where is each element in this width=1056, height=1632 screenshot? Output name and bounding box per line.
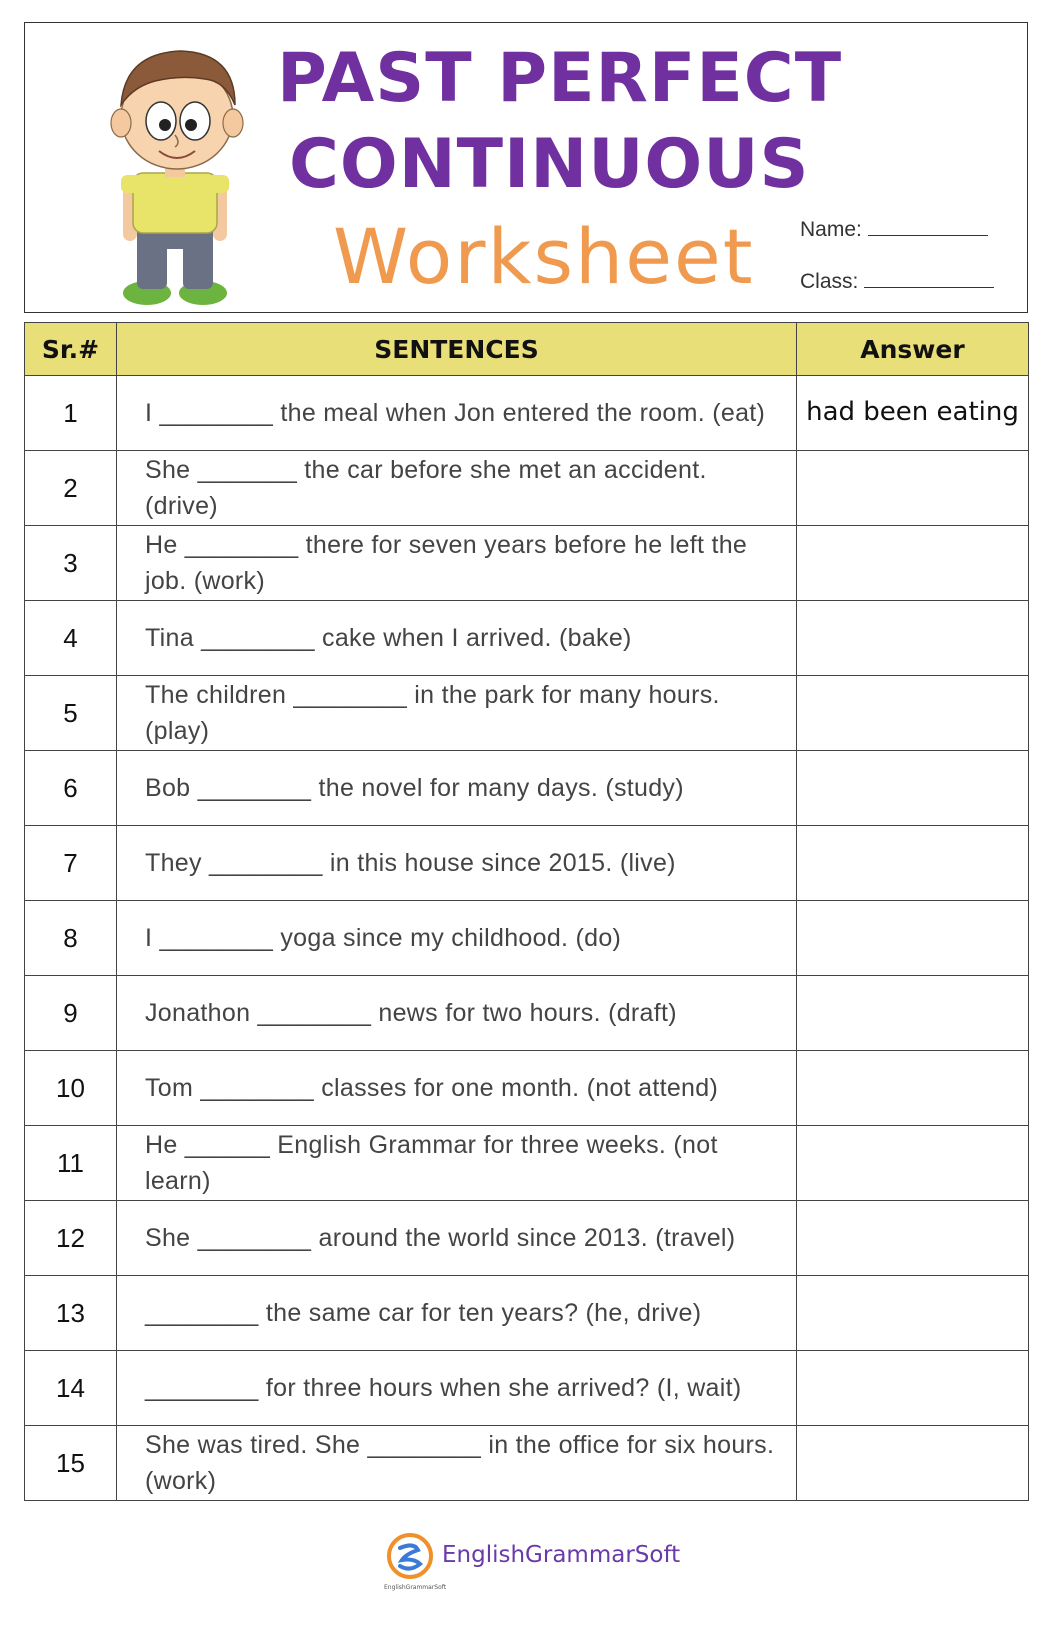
table-row xyxy=(25,1126,1029,1201)
footer-brand xyxy=(384,1532,684,1592)
table-row xyxy=(25,451,1029,526)
row-number: 3 xyxy=(25,526,117,601)
row-number: 4 xyxy=(25,601,117,676)
table-row xyxy=(25,676,1029,751)
row-sentence: They ________ in this house since 2015. (live) xyxy=(117,826,797,901)
exercise-table xyxy=(24,322,1029,1501)
row-sentence: Bob ________ the novel for many days. (study) xyxy=(117,751,797,826)
row-sentence: The children ________ in the park for many hours. (play) xyxy=(117,676,797,751)
column-header-answer: Answer xyxy=(797,323,1029,376)
name-field[interactable] xyxy=(800,218,988,242)
row-number: 10 xyxy=(25,1051,117,1126)
class-label: Class: xyxy=(800,270,859,293)
worksheet-header xyxy=(24,22,1028,313)
brand-name: EnglishGrammarSoft xyxy=(442,1542,681,1568)
table-row xyxy=(25,976,1029,1051)
row-number: 1 xyxy=(25,376,117,451)
row-answer-cell[interactable] xyxy=(797,676,1029,751)
row-number: 9 xyxy=(25,976,117,1051)
row-answer-cell[interactable] xyxy=(797,1051,1029,1126)
row-sentence: Tina ________ cake when I arrived. (bake) xyxy=(117,601,797,676)
row-number: 12 xyxy=(25,1201,117,1276)
row-answer-cell[interactable]: had been eating xyxy=(797,376,1029,451)
table-row xyxy=(25,1426,1029,1501)
row-sentence: She ________ around the world since 2013. (travel) xyxy=(117,1201,797,1276)
table-row xyxy=(25,751,1029,826)
class-blank-line[interactable] xyxy=(864,273,994,288)
row-number: 13 xyxy=(25,1276,117,1351)
row-answer-cell[interactable] xyxy=(797,601,1029,676)
row-answer-cell[interactable] xyxy=(797,1126,1029,1201)
name-blank-line[interactable] xyxy=(868,221,988,236)
row-number: 5 xyxy=(25,676,117,751)
row-sentence: Jonathon ________ news for two hours. (draft) xyxy=(117,976,797,1051)
name-label: Name: xyxy=(800,218,862,241)
worksheet-subtitle: Worksheet xyxy=(333,212,755,301)
row-answer-cell[interactable] xyxy=(797,1276,1029,1351)
table-row xyxy=(25,1051,1029,1126)
row-number: 6 xyxy=(25,751,117,826)
column-header-sentences: SENTENCES xyxy=(117,323,797,376)
row-sentence: Tom ________ classes for one month. (not attend) xyxy=(117,1051,797,1126)
row-number: 11 xyxy=(25,1126,117,1201)
row-number: 2 xyxy=(25,451,117,526)
row-sentence: I ________ yoga since my childhood. (do) xyxy=(117,901,797,976)
row-sentence: She _______ the car before she met an accident. (drive) xyxy=(117,451,797,526)
class-field[interactable] xyxy=(800,270,994,294)
row-answer-cell[interactable] xyxy=(797,1351,1029,1426)
row-answer-cell[interactable] xyxy=(797,976,1029,1051)
row-answer-cell[interactable] xyxy=(797,901,1029,976)
row-number: 8 xyxy=(25,901,117,976)
row-number: 7 xyxy=(25,826,117,901)
row-sentence: ________ the same car for ten years? (he, drive) xyxy=(117,1276,797,1351)
row-answer-cell[interactable] xyxy=(797,751,1029,826)
row-answer-cell[interactable] xyxy=(797,826,1029,901)
row-answer-cell[interactable] xyxy=(797,1426,1029,1501)
table-row xyxy=(25,901,1029,976)
row-answer-cell[interactable] xyxy=(797,526,1029,601)
table-row xyxy=(25,1276,1029,1351)
table-row xyxy=(25,1351,1029,1426)
table-row xyxy=(25,826,1029,901)
row-answer-cell[interactable] xyxy=(797,451,1029,526)
table-header-row xyxy=(25,323,1029,376)
row-number: 15 xyxy=(25,1426,117,1501)
row-answer-cell[interactable] xyxy=(797,1201,1029,1276)
title-line-1: PAST PERFECT xyxy=(277,39,843,118)
title-line-2: CONTINUOUS xyxy=(289,125,810,204)
table-row xyxy=(25,1201,1029,1276)
cartoon-boy-illustration xyxy=(85,35,275,309)
row-sentence: I ________ the meal when Jon entered the room. (eat) xyxy=(117,376,797,451)
brand-name-small: EnglishGrammarSoft xyxy=(384,1584,447,1591)
table-row xyxy=(25,526,1029,601)
table-row xyxy=(25,376,1029,451)
table-row xyxy=(25,601,1029,676)
englishgrammarsoft-logo-icon xyxy=(384,1532,436,1584)
row-sentence: He ________ there for seven years before he left the job. (work) xyxy=(117,526,797,601)
row-sentence: He ______ English Grammar for three weeks. (not learn) xyxy=(117,1126,797,1201)
row-number: 14 xyxy=(25,1351,117,1426)
row-sentence: She was tired. She ________ in the office for six hours. (work) xyxy=(117,1426,797,1501)
row-sentence: ________ for three hours when she arrived? (I, wait) xyxy=(117,1351,797,1426)
column-header-serial: Sr.# xyxy=(25,323,117,376)
